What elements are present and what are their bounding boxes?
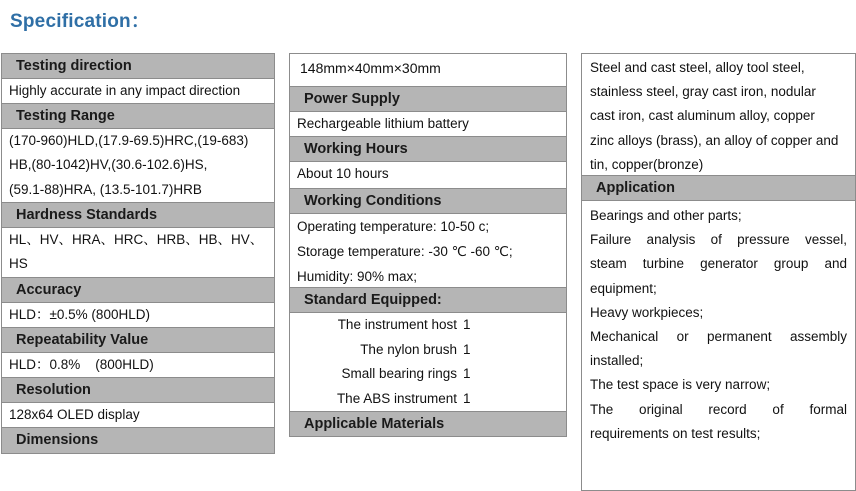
- equipped-item-name: Small bearing rings: [341, 366, 457, 381]
- working-hours-label: Working Hours: [289, 136, 567, 162]
- equipped-item-name: The nylon brush: [360, 341, 457, 357]
- working-conditions-line: Storage temperature: -30 ℃ -60 ℃;: [297, 244, 513, 259]
- testing-range-label: Testing Range: [1, 103, 275, 129]
- application-line-justified: [590, 325, 847, 349]
- equipped-item: [290, 362, 566, 387]
- testing-range-line: (59.1-88)HRA, (13.5-101.7)HRB: [9, 181, 202, 197]
- working-conditions-label: Working Conditions: [289, 188, 567, 214]
- testing-direction-value: Highly accurate in any impact direction: [1, 79, 275, 103]
- application-label: Application: [582, 175, 855, 201]
- application-line: Mechanical or permanent assembly: [590, 329, 847, 345]
- resolution-value: 128x64 OLED display: [1, 403, 275, 427]
- application-line-justified: [590, 398, 847, 422]
- spec-column-1: [1, 53, 275, 454]
- equipped-item: [290, 313, 566, 338]
- hardness-standards-line: HS: [9, 256, 28, 272]
- application-line: installed;: [590, 353, 644, 369]
- materials-line: stainless steel, gray cast iron, nodular: [590, 84, 816, 100]
- application-line-justified: [590, 252, 847, 276]
- standard-equipped-list: [289, 313, 567, 411]
- working-conditions-line: Operating temperature: 10-50 c;: [297, 219, 490, 234]
- accuracy-label: Accuracy: [1, 277, 275, 303]
- application-line: The test space is very narrow;: [590, 377, 771, 393]
- application-line: Heavy workpieces;: [590, 304, 704, 320]
- equipped-item-qty: 1: [463, 341, 471, 357]
- equipped-item-qty: 1: [463, 366, 471, 381]
- spec-column-2: [289, 53, 567, 437]
- working-conditions-value: [289, 214, 567, 287]
- power-supply-label: Power Supply: [289, 86, 567, 112]
- accuracy-value: HLD：±0.5% (800HLD): [1, 303, 275, 327]
- power-supply-value: Rechargeable lithium battery: [289, 112, 567, 136]
- application-line: steam turbine generator group and: [590, 256, 847, 272]
- hardness-standards-value: [1, 228, 275, 277]
- equipped-item-qty: 1: [463, 317, 471, 332]
- materials-line: Steel and cast steel, alloy tool steel,: [590, 60, 805, 75]
- working-conditions-line: Humidity: 90% max;: [297, 269, 418, 284]
- hardness-standards-label: Hardness Standards: [1, 202, 275, 228]
- repeatability-label: Repeatability Value: [1, 327, 275, 353]
- materials-line: tin, copper(bronze): [590, 156, 704, 172]
- dimensions-label: Dimensions: [1, 427, 275, 454]
- application-line: equipment;: [590, 280, 657, 296]
- resolution-label: Resolution: [1, 377, 275, 403]
- working-hours-value: About 10 hours: [289, 162, 567, 188]
- materials-line: cast iron, cast aluminum alloy, copper: [590, 108, 815, 124]
- application-value: [582, 201, 855, 446]
- applicable-materials-label: Applicable Materials: [289, 411, 567, 437]
- equipped-item-qty: 1: [463, 390, 471, 406]
- application-line-justified: [590, 228, 847, 252]
- repeatability-value: HLD：0.8% (800HLD): [1, 353, 275, 377]
- testing-direction-label: Testing direction: [1, 53, 275, 79]
- materials-line: zinc alloys (brass), an alloy of copper and: [590, 132, 839, 148]
- application-line: Bearings and other parts;: [590, 208, 742, 223]
- equipped-item: [290, 338, 566, 363]
- hardness-standards-line: HL、HV、HRA、HRC、HRB、HB、HV、: [9, 232, 264, 247]
- materials-application-box: [581, 53, 856, 491]
- application-line: Failure analysis of pressure vessel,: [590, 232, 847, 248]
- equipped-item: [290, 387, 566, 412]
- application-line: requirements on test results;: [590, 425, 761, 441]
- page-title: Specification：: [10, 11, 151, 32]
- dimensions-value: 148mm×40mm×30mm: [289, 53, 567, 86]
- testing-range-value: [1, 129, 275, 202]
- applicable-materials-value: [582, 54, 855, 175]
- application-line: The original record of formal: [590, 401, 847, 417]
- standard-equipped-label: Standard Equipped:: [289, 287, 567, 313]
- equipped-item-name: The instrument host: [337, 317, 457, 332]
- testing-range-line: (170-960)HLD,(17.9-69.5)HRC,(19-683): [9, 133, 249, 148]
- spec-column-3: [581, 53, 856, 491]
- testing-range-line: HB,(80-1042)HV,(30.6-102.6)HS,: [9, 157, 208, 173]
- equipped-item-name: The ABS instrument: [336, 390, 457, 406]
